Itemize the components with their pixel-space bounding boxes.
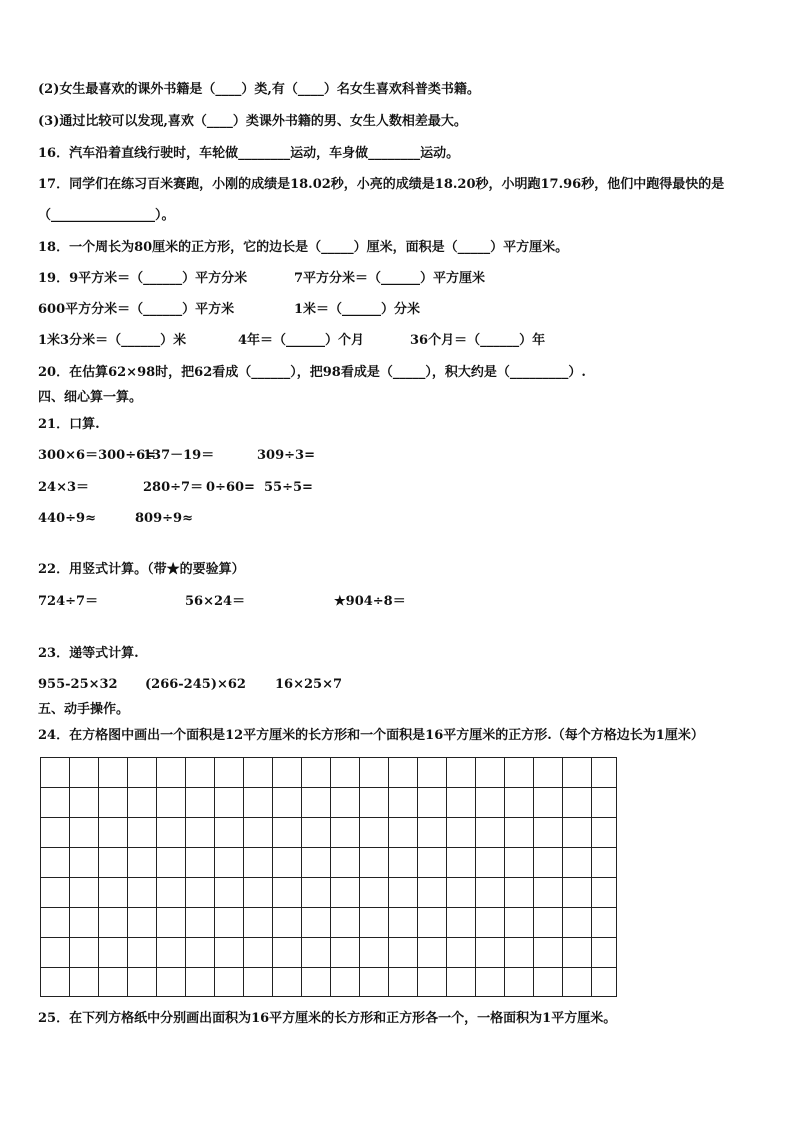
square-grid (40, 757, 617, 997)
q21-item: 809÷9≈ (135, 511, 193, 526)
q25: 25．在下列方格纸中分别画出面积为16平方厘米的长方形和正方形各一个，一格面积为1平方厘米。 (38, 1011, 617, 1026)
q22-item: ★904÷8＝ (334, 594, 406, 609)
q16: 16．汽车沿着直线行驶时，车轮做________运动，车身做________运动。 (38, 146, 460, 161)
q19-item: 1米3分米＝（______）米 (38, 333, 187, 348)
q21-item: 137－19＝ (143, 448, 215, 463)
q23-item: 16×25×7 (275, 677, 343, 692)
q17-line2: （________________）。 (38, 208, 175, 223)
q23-item: 955-25×32 (38, 677, 118, 692)
q19-item: 600平方分米＝（______）平方米 (38, 302, 235, 317)
q21-item: 309÷3= (257, 448, 315, 463)
q21-title: 21．口算. (38, 417, 100, 432)
q15-part2: (2)女生最喜欢的课外书籍是（____）类,有（____）名女生喜欢科普类书籍。 (38, 82, 480, 97)
q21-item: 280÷7＝ (143, 480, 204, 495)
section-5-heading: 五、动手操作。 (38, 702, 130, 717)
q21-item: 440÷9≈ (38, 511, 96, 526)
q19-item: 4年＝（______）个月 (238, 333, 365, 348)
q22-item: 56×24＝ (185, 594, 246, 609)
q21-item: 24×3＝ (38, 480, 90, 495)
q22-title: 22．用竖式计算。（带★的要验算） (38, 562, 245, 577)
q22-item: 724÷7＝ (38, 594, 99, 609)
q18: 18．一个周长为80厘米的正方形，它的边长是（_____）厘米，面积是（_____）平方厘米。 (38, 240, 569, 255)
q19-item: 7平方分米＝（______）平方厘米 (294, 271, 486, 286)
q19-item: 36个月＝（______）年 (410, 333, 546, 348)
q15-part3: (3)通过比较可以发现,喜欢（____）类课外书籍的男、女生人数相差最大。 (38, 114, 467, 129)
q23-item: (266-245)×62 (145, 677, 246, 692)
section-4-heading: 四、细心算一算。 (38, 390, 143, 405)
q17-line1: 17．同学们在练习百米赛跑，小刚的成绩是18.02秒，小亮的成绩是18.20秒，小明跑17.96秒，他们中跑得最快的是 (38, 177, 725, 192)
q23-title: 23．递等式计算. (38, 646, 139, 661)
q19-item: 1米＝（______）分米 (294, 302, 421, 317)
q21-item: 0÷60= (206, 480, 255, 495)
q24: 24．在方格图中画出一个面积是12平方厘米的长方形和一个面积是16平方厘米的正方形.（每个方格边长为1厘米） (38, 728, 704, 743)
q21-item: 300×6＝300÷6= (38, 448, 157, 463)
q21-item: 55÷5= (264, 480, 313, 495)
q20: 20．在估算62×98时，把62看成（______），把98看成是（_____），积大约是（_________）. (38, 365, 586, 380)
q19-item: 19．9平方米＝（______）平方分米 (38, 271, 248, 286)
